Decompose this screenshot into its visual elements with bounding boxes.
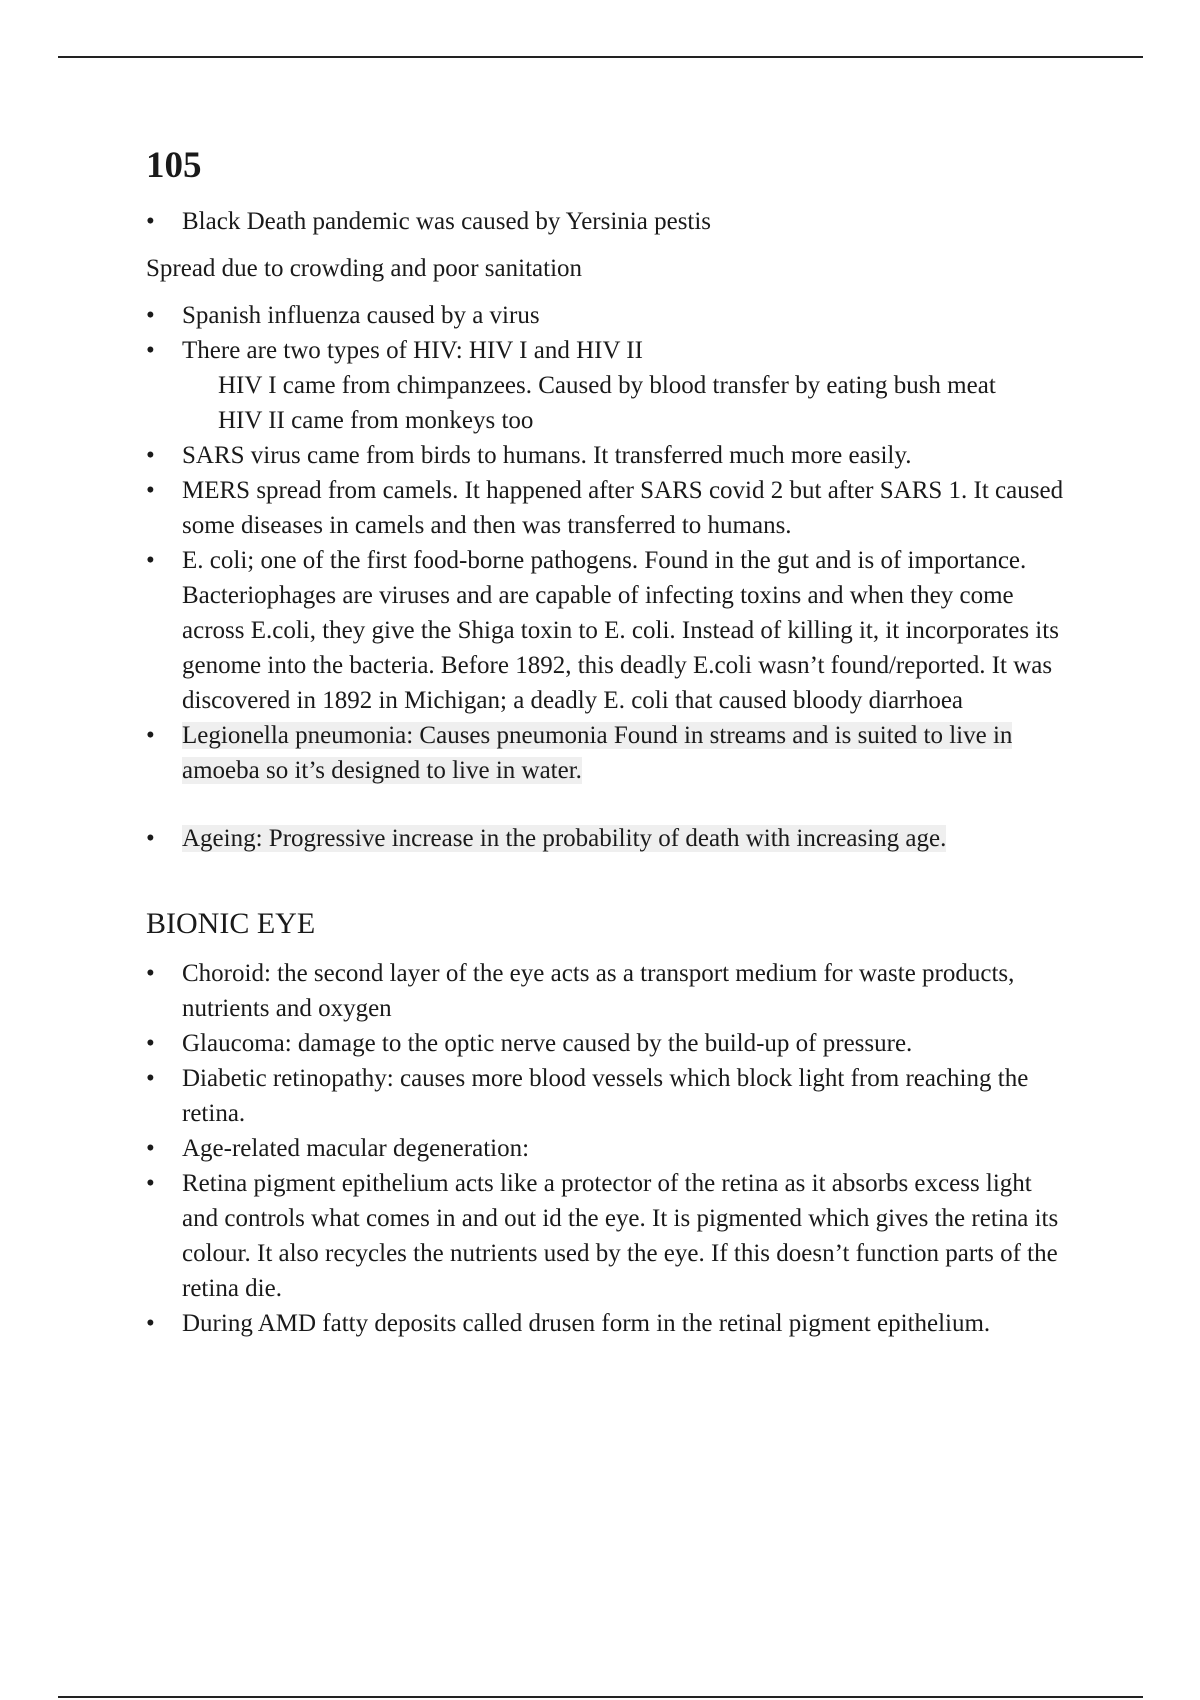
document-body: [146, 142, 1066, 1341]
list-item: • MERS spread from camels. It happened after SARS covid 2 but after SARS 1. It caused some diseases in camels and then was transferred to humans.: [146, 473, 1066, 543]
footer-rule: [58, 1696, 1143, 1698]
list-item: • E. coli; one of the first food-borne pathogens. Found in the gut and is of importance. Bacteriophages are viruses and are capable of infecting toxins and when they come across E.coli, they give the Shiga toxin to E. coli. Instead of killing it, it incorporates its genome into the bacteria. Before 1892, this deadly E.coli wasn’t found/reported. It was discovered in 1892 in Michigan; a deadly E. coli that caused bloody diarrhoea: [146, 543, 1066, 718]
list-item: • Spanish influenza caused by a virus: [146, 298, 1066, 333]
header-rule: [58, 56, 1143, 58]
list-item-hiv: [146, 333, 1066, 438]
list-item: • Age-related macular degeneration:: [146, 1131, 1066, 1166]
bullet-list-black-death: [146, 204, 1066, 239]
bullet-list-pathogens: [146, 298, 1066, 856]
paragraph-spread: Spread due to crowding and poor sanitation: [146, 255, 583, 282]
sub-item: HIV II came from monkeys too: [218, 407, 534, 434]
list-item: • Glaucoma: damage to the optic nerve caused by the build-up of pressure.: [146, 1026, 1066, 1061]
list-item: • Retina pigment epithelium acts like a protector of the retina as it absorbs excess light and controls what comes in and out id the eye. It is pigmented which gives the retina its colour. It also recycles the nutrients used by the eye. If this doesn’t function parts of the retina die.: [146, 1166, 1066, 1306]
highlighted-text: Legionella pneumonia: Causes pneumonia Found in streams and is suited to live in amoeba so it’s designed to live in water.: [182, 722, 1013, 784]
list-item: • During AMD fatty deposits called drusen form in the retinal pigment epithelium.: [146, 1306, 1066, 1341]
highlighted-text: Ageing: Progressive increase in the probability of death with increasing age.: [182, 825, 947, 852]
section-heading: BIONIC EYE: [146, 907, 316, 940]
sub-item: HIV I came from chimpanzees. Caused by blood transfer by eating bush meat: [218, 372, 996, 399]
list-item: • Black Death pandemic was caused by Yersinia pestis: [146, 204, 1066, 239]
list-item: • Choroid: the second layer of the eye acts as a transport medium for waste products, nutrients and oxygen: [146, 956, 1066, 1026]
page-number: 105: [146, 145, 202, 186]
list-item-ageing: [146, 821, 1066, 856]
bullet-list-bionic-eye: [146, 956, 1066, 1341]
list-item-legionella: [146, 718, 1066, 788]
list-item: • SARS virus came from birds to humans. It transferred much more easily.: [146, 438, 1066, 473]
list-item: • Diabetic retinopathy: causes more blood vessels which block light from reaching the retina.: [146, 1061, 1066, 1131]
list-item-label: There are two types of HIV: HIV I and HIV II: [182, 337, 643, 364]
